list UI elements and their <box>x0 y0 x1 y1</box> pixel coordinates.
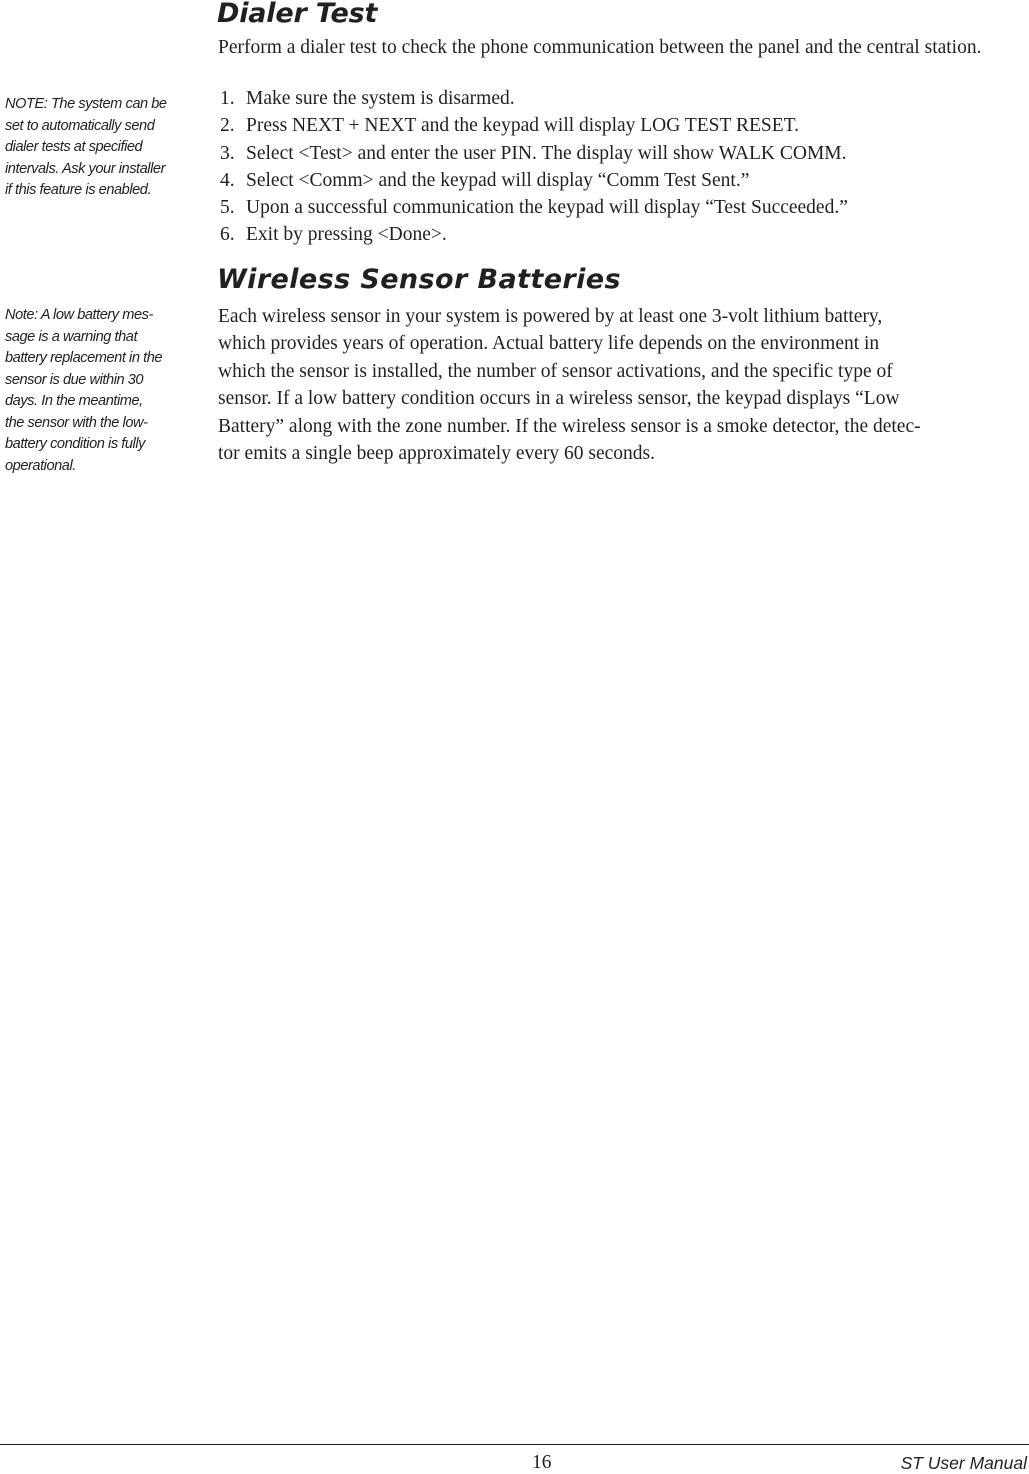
dialer-test-intro: Perform a dialer test to check the phone communication between the panel and the central station. <box>218 37 982 58</box>
wireless-sensor-batteries-body: Each wireless sensor in your system is powered by at least one 3-volt lithium battery, which provides years of operation. Actual battery life depends on the environment in which the sensor is installed, the number of sensor activations, and the specific type of sensor. If a low battery condition occurs in a wireless sensor, the keypad displays “Low Battery” along with the zone number. If the wireless sensor is a smoke detector, the detec- tor emits a single beep approximately every 60 seconds. <box>218 306 921 465</box>
step-item <box>220 112 848 139</box>
dialer-test-heading: Dialer Test <box>217 0 378 29</box>
footer-divider <box>0 1444 1029 1445</box>
step-number: 2. <box>220 115 235 137</box>
page-number: 16 <box>532 1452 552 1473</box>
step-text: Make sure the system is disarmed. <box>246 88 515 109</box>
step-text: Upon a successful communication the keypad will display “Test Succeeded.” <box>246 197 848 219</box>
step-number: 1. <box>220 88 235 109</box>
step-text: Select <Comm> and the keypad will display “Comm Test Sent.” <box>246 169 750 191</box>
step-number: 4. <box>220 169 235 191</box>
step-text: Press NEXT + NEXT and the keypad will display LOG TEST RESET. <box>246 115 799 137</box>
wireless-sensor-batteries-heading: Wireless Sensor Batteries <box>217 264 621 295</box>
step-number: 5. <box>220 197 235 219</box>
step-number: 3. <box>220 142 235 164</box>
step-text: Select <Test> and enter the user PIN. The display will show WALK COMM. <box>246 142 847 164</box>
step-item <box>220 221 848 248</box>
step-number: 6. <box>220 224 235 246</box>
low-battery-sidenote: Note: A low battery mes- sage is a warning that battery replacement in the sensor is due within 30 days. In the meantime, the sensor with the low- battery condition is fully operational. <box>5 307 163 474</box>
step-item <box>220 85 848 112</box>
step-item <box>220 140 848 167</box>
dialer-test-sidenote: NOTE: The system can be set to automatically send dialer tests at specified intervals. Ask your installer if this feature is enabled. <box>5 96 167 198</box>
manual-title: ST User Manual <box>900 1453 1027 1473</box>
dialer-test-steps <box>220 85 848 249</box>
step-item <box>220 194 848 221</box>
step-item <box>220 167 848 194</box>
step-text: Exit by pressing <Done>. <box>246 224 447 246</box>
